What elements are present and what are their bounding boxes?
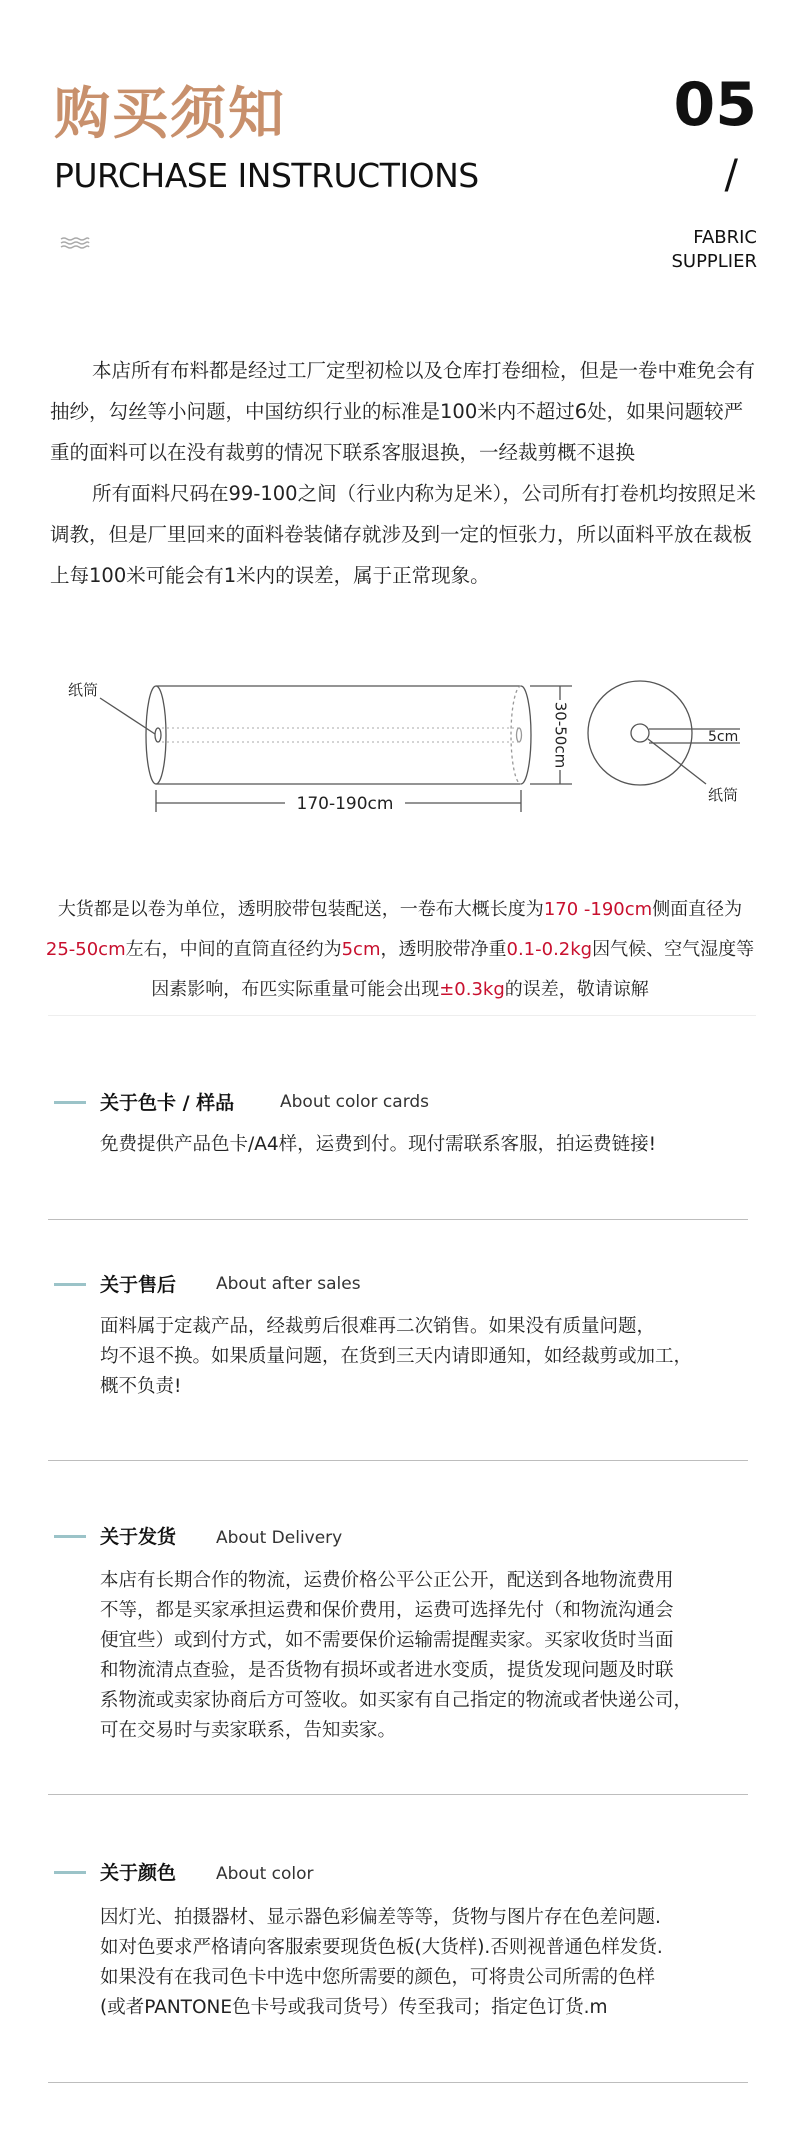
section-body-delivery — [100, 1566, 750, 1746]
page-number: 05 — [673, 70, 757, 140]
page-number-slash: / — [724, 152, 738, 198]
bulk-shipping-note — [44, 890, 756, 1010]
section-dash — [54, 1871, 86, 1874]
section-title-en: About after sales — [216, 1274, 361, 1294]
section-body-after-sales — [100, 1312, 750, 1402]
core-diameter-value: 5cm — [341, 939, 381, 960]
page-title-en: PURCHASE INSTRUCTIONS — [54, 156, 479, 195]
bulk-text-5: 因气候、空气湿度等因素影响，布匹实际重量可能会出现 — [151, 939, 755, 1000]
section-line: 和物流清点查验，是否货物有损坏或者进水变质，提货发现问题及时联 — [100, 1660, 674, 1681]
roll-diameter-value: 25-50cm — [45, 939, 126, 960]
section-line: 均不退不换。如果质量问题，在货到三天内请即通知，如经裁剪或加工， — [100, 1346, 693, 1367]
weight-error-value: ±0.3kg — [439, 979, 505, 1000]
section-line: 因灯光、拍摄器材、显示器色彩偏差等等，货物与图片存在色差问题. — [100, 1907, 661, 1928]
tube-label-end-view: 纸筒 — [708, 786, 739, 804]
page-title-cn: 购买须知 — [54, 82, 286, 147]
divider — [48, 1794, 748, 1795]
divider — [48, 2082, 748, 2083]
section-title-en: About Delivery — [216, 1528, 343, 1548]
section-title-cn: 关于颜色 — [100, 1862, 177, 1884]
section-line: 如对色要求严格请向客服索要现货色板(大货样).否则视普通色样发货. — [100, 1937, 663, 1958]
section-line: 便宜些）或到付方式，如不需要保价运输需提醒卖家。买家收货时当面 — [100, 1630, 674, 1651]
intro-paragraph-1: 本店所有布料都是经过工厂定型初检以及仓库打卷细检，但是一卷中难免会有抽纱，勾丝等小问题，中国纺织行业的标准是100米内不超过6处，如果问题较严重的面料可以在没有裁剪的情况下联系客服退换，一经裁剪概不退换 — [50, 359, 756, 464]
roll-length-value: 170 -190cm — [543, 899, 653, 920]
section-line: 不等，都是买家承担运费和保价费用，运费可选择先付（和物流沟通会 — [100, 1600, 674, 1621]
section-line: 免费提供产品色卡/A4样，运费到付。现付需联系客服，拍运费链接! — [100, 1134, 657, 1155]
intro-paragraph-2: 所有面料尺码在99-100之间（行业内称为足米），公司所有打卷机均按照足米调教，但是厂里回来的面料卷装储存就涉及到一定的恒张力，所以面料平放在裁板上每100米可能会有1米内的误差，属于正常现象。 — [50, 482, 756, 587]
section-line: 可在交易时与卖家联系，告知卖家。 — [100, 1720, 397, 1741]
section-line: 概不负责! — [100, 1376, 182, 1397]
section-line: 面料属于定裁产品，经裁剪后很难再二次销售。如果没有质量问题， — [100, 1316, 656, 1337]
intro-text — [50, 350, 760, 596]
fabric-label-line1: FABRIC — [693, 227, 757, 248]
tape-weight-value: 0.1-0.2kg — [506, 939, 593, 960]
section-body-color-cards — [100, 1130, 750, 1160]
section-line: 系物流或卖家协商后方可签收。如买家有自己指定的物流或者快递公司， — [100, 1690, 693, 1711]
fabric-label-line2: SUPPLIER — [671, 251, 757, 272]
length-label: 170-190cm — [296, 794, 394, 814]
section-dash — [54, 1101, 86, 1104]
fabric-roll-diagram — [0, 650, 790, 820]
bulk-text-2: 侧面直径为 — [652, 899, 743, 920]
section-title-en: About color cards — [280, 1092, 430, 1112]
section-line: 如果没有在我司色卡中选中您所需要的颜色，可将贵公司所需的色样 — [100, 1967, 656, 1988]
section-dash — [54, 1283, 86, 1286]
bulk-text-4: ，透明胶带净重 — [380, 939, 507, 960]
section-dash — [54, 1535, 86, 1538]
divider — [48, 1460, 748, 1461]
section-line: (或者PANTONE色卡号或我司货号）传至我司；指定色订货.m — [100, 1997, 608, 2018]
divider — [48, 1015, 756, 1016]
wave-icon — [60, 236, 90, 250]
bulk-text-3: 左右，中间的直筒直径约为 — [125, 939, 342, 960]
section-title-cn: 关于色卡 / 样品 — [100, 1092, 235, 1114]
diameter-label: 30-50cm — [551, 701, 570, 769]
section-line: 本店有长期合作的物流，运费价格公平公正公开，配送到各地物流费用 — [100, 1570, 674, 1591]
section-body-color — [100, 1903, 750, 2023]
section-title-cn: 关于发货 — [100, 1526, 177, 1548]
core-diameter-label: 5cm — [708, 729, 739, 745]
fabric-supplier-label — [671, 226, 757, 274]
section-title-cn: 关于售后 — [100, 1274, 177, 1296]
tube-label: 纸筒 — [68, 681, 99, 699]
section-title-en: About color — [216, 1864, 314, 1884]
divider — [48, 1219, 748, 1220]
bulk-text-1: 大货都是以卷为单位，透明胶带包装配送，一卷布大概长度为 — [57, 899, 544, 920]
bulk-text-6: 的误差，敬请谅解 — [504, 979, 649, 1000]
